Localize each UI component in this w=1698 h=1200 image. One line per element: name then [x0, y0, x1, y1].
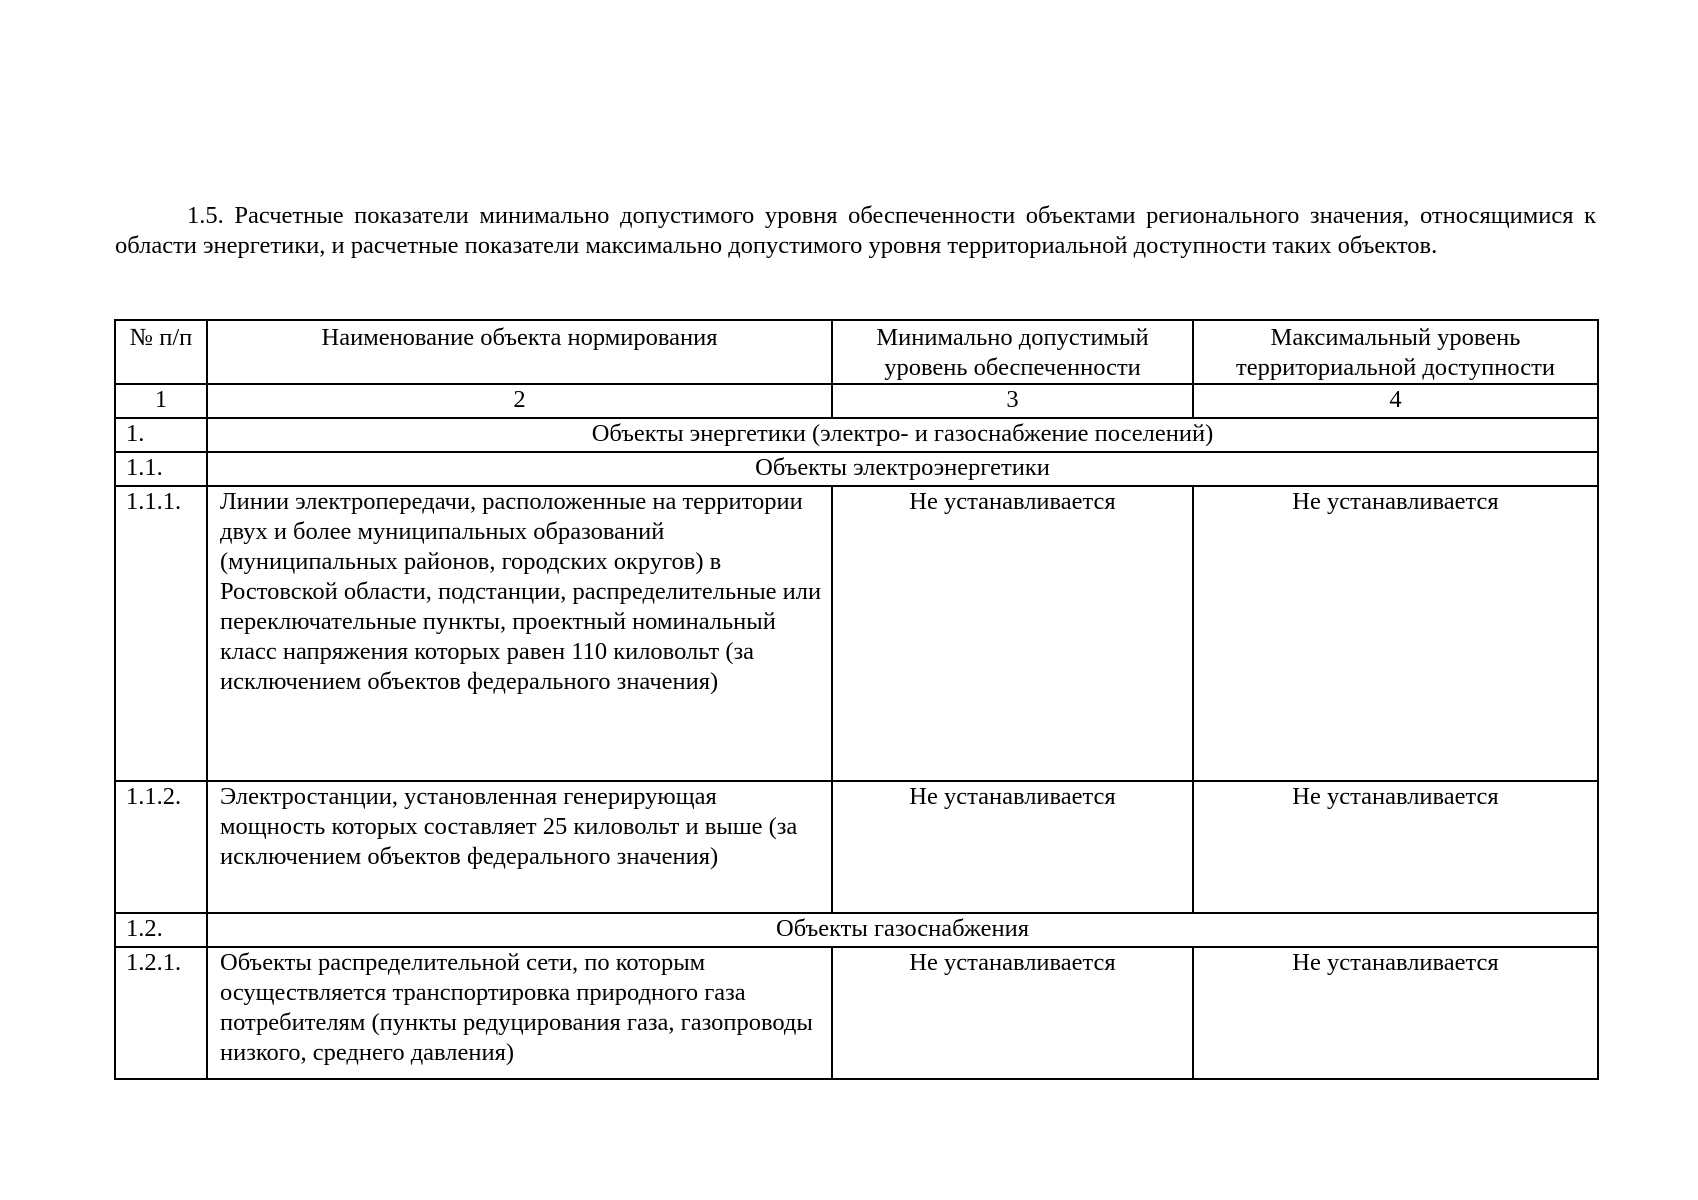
section-row — [115, 418, 1598, 452]
section-number: 1. — [115, 418, 207, 452]
row-min-level: Не устанавливается — [832, 486, 1193, 781]
header-number — [115, 320, 207, 384]
intro-paragraph: 1.5. Расчетные показатели минимально допустимого уровня обеспеченности объектами регионального значения, относящимися к области энергетики, и расчетные показатели максимально допустимого уровня территориальной доступности таких объектов. — [115, 202, 1596, 259]
row-min-level: Не устанавливается — [832, 947, 1193, 1079]
table-row — [115, 947, 1598, 1079]
row-object-name: Электростанции, установленная генерирующая мощность которых составляет 25 киловольт и выше (за исключением объектов федерального значения) — [207, 781, 832, 913]
row-max-access: Не устанавливается — [1193, 781, 1598, 913]
row-number: 1.2.1. — [115, 947, 207, 1079]
column-number: 4 — [1193, 384, 1598, 418]
header-max-access — [1193, 320, 1598, 384]
table-header-row — [115, 320, 1598, 384]
section-title: Объекты энергетики (электро- и газоснабжение поселений) — [207, 418, 1598, 452]
section-title: Объекты электроэнергетики — [207, 452, 1598, 486]
column-number: 1 — [115, 384, 207, 418]
row-number: 1.1.2. — [115, 781, 207, 913]
column-number: 3 — [832, 384, 1193, 418]
subsection-row — [115, 452, 1598, 486]
column-numbering-row — [115, 384, 1598, 418]
section-title: Объекты газоснабжения — [207, 913, 1598, 947]
header-max-access-label: Максимальный уровень территориальной доступности — [1236, 324, 1555, 381]
column-number: 2 — [207, 384, 832, 418]
header-object-name — [207, 320, 832, 384]
row-object-name: Линии электропередачи, расположенные на территории двух и более муниципальных образований (муниципальных районов, городских округов) в Ростовской области, подстанции, распределительные или переключательные пункты, проектный номинальный класс напряжения которых равен 110 киловольт (за исключением объектов федерального значения) — [207, 486, 832, 781]
row-object-name: Объекты распределительной сети, по которым осуществляется транспортировка природного газа потребителям (пункты редуцирования газа, газопроводы низкого, среднего давления) — [207, 947, 832, 1079]
table-row — [115, 781, 1598, 913]
header-min-level — [832, 320, 1193, 384]
row-max-access: Не устанавливается — [1193, 947, 1598, 1079]
section-number: 1.1. — [115, 452, 207, 486]
table-row — [115, 486, 1598, 781]
norms-table — [114, 319, 1599, 1080]
row-min-level: Не устанавливается — [832, 781, 1193, 913]
row-number: 1.1.1. — [115, 486, 207, 781]
row-max-access: Не устанавливается — [1193, 486, 1598, 781]
header-number-label: № п/п — [129, 324, 193, 351]
subsection-row — [115, 913, 1598, 947]
header-min-level-label: Минимально допустимый уровень обеспеченности — [876, 324, 1149, 381]
section-number: 1.2. — [115, 913, 207, 947]
header-object-name-label: Наименование объекта нормирования — [321, 324, 718, 351]
